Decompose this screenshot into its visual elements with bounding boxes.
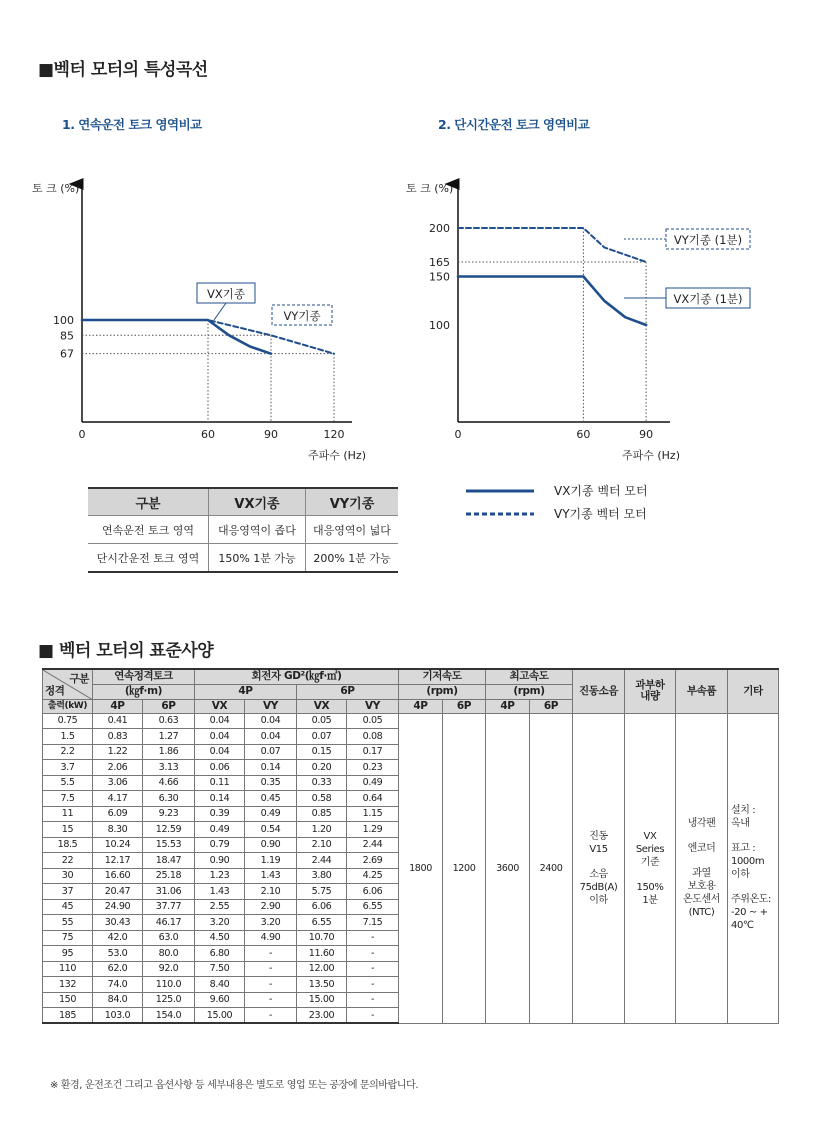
spec-value-cell: 1.29 [347, 822, 399, 838]
spec-value-cell: 18.47 [143, 853, 195, 869]
spec-value-cell: 1.19 [245, 853, 297, 869]
spec-value-cell: 0.05 [297, 713, 347, 729]
cmp-cell: 대응영역이 넓다 [306, 516, 399, 544]
spec-value-cell: 80.0 [143, 946, 195, 962]
spec-header-output: 출력(kW) [43, 699, 93, 713]
spec-value-cell: 0.17 [347, 744, 399, 760]
spec-value-cell: 23.00 [297, 1008, 347, 1024]
spec-value-cell: 11.60 [297, 946, 347, 962]
spec-header-gd-6p: 6P [297, 684, 399, 699]
spec-value-cell: 0.49 [347, 775, 399, 791]
spec-value-cell: 30.43 [93, 915, 143, 931]
spec-value-cell: 4.17 [93, 791, 143, 807]
spec-value-cell: - [347, 1008, 399, 1024]
spec-value-cell: 8.30 [93, 822, 143, 838]
spec-value-cell: 1.20 [297, 822, 347, 838]
spec-value-cell: 7.50 [195, 961, 245, 977]
spec-value-cell: 154.0 [143, 1008, 195, 1024]
spec-value-cell: 0.45 [245, 791, 297, 807]
spec-value-cell: - [245, 946, 297, 962]
spec-value-cell: 8.40 [195, 977, 245, 993]
spec-value-cell: 0.33 [297, 775, 347, 791]
spec-header-etc: 기타 [728, 669, 779, 713]
spec-output-cell: 45 [43, 899, 93, 915]
spec-output-cell: 3.7 [43, 760, 93, 776]
spec-accessories-line: (NTC) [688, 907, 715, 918]
spec-accessories-line: 과열 [692, 868, 711, 879]
spec-value-cell: 0.90 [195, 853, 245, 869]
comparison-header-row [88, 488, 398, 516]
spec-output-cell: 2.2 [43, 744, 93, 760]
cmp-cell: 대응영역이 좁다 [209, 516, 306, 544]
spec-value-cell: 0.90 [245, 837, 297, 853]
spec-value-cell: 0.15 [297, 744, 347, 760]
spec-value-cell: 42.0 [93, 930, 143, 946]
spec-value-cell: 7.15 [347, 915, 399, 931]
spec-table [42, 668, 779, 1024]
spec-overload [625, 713, 676, 1023]
spec-output-cell: 0.75 [43, 713, 93, 729]
spec-header-gd-4p: 4P [195, 684, 297, 699]
cmp-header-vx: VX기종 [209, 488, 306, 516]
spec-header-over1: 과부하 [635, 679, 665, 692]
spec-vibration-line: V15 [589, 843, 608, 855]
spec-overload-line: Series [635, 843, 665, 855]
spec-value-cell: 12.59 [143, 822, 195, 838]
spec-value-cell: - [245, 977, 297, 993]
spec-header-max: 최고속도 [486, 669, 573, 684]
chart2-ylabel: 토 크 (%) [406, 182, 454, 195]
spec-value-cell: 6.09 [93, 806, 143, 822]
spec-value-cell: 0.11 [195, 775, 245, 791]
c2-series-vy-line [458, 228, 646, 262]
spec-value-cell: 10.70 [297, 930, 347, 946]
chart1-vx-leader [214, 303, 226, 320]
spec-base-4p: 1800 [399, 713, 443, 1023]
spec-value-cell: 0.83 [93, 729, 143, 745]
spec-value-cell: 63.0 [143, 930, 195, 946]
spec-output-cell: 110 [43, 961, 93, 977]
spec-value-cell: - [347, 977, 399, 993]
spec-header-torque-4p: 4P [93, 699, 143, 713]
spec-value-cell: 25.18 [143, 868, 195, 884]
spec-value-cell: 0.79 [195, 837, 245, 853]
spec-value-cell: - [245, 992, 297, 1008]
spec-value-cell: 6.80 [195, 946, 245, 962]
spec-accessories-line: 냉각팬 [687, 818, 716, 829]
spec-overload-line: 150% [636, 881, 664, 893]
spec-header-acc: 부속품 [676, 669, 728, 713]
spec-etc-line: -20 ~ + [731, 907, 768, 918]
spec-etc-line: 1000m [731, 856, 765, 867]
spec-value-cell: 15.00 [195, 1008, 245, 1024]
chart1-ylabel: 토 크 (%) [32, 182, 80, 195]
chart2-vy-label [666, 229, 750, 249]
spec-value-cell: 0.04 [195, 713, 245, 729]
chart1-gridlines [82, 320, 334, 422]
spec-value-cell: - [347, 930, 399, 946]
spec-accessories-line: 보호용 [687, 881, 716, 892]
chart2-xlabel: 주파수 (Hz) [622, 449, 681, 462]
table-row [88, 516, 398, 544]
spec-etc-line: 주위온도: [731, 894, 772, 905]
spec-output-cell: 18.5 [43, 837, 93, 853]
cmp-cell: 150% 1분 가능 [209, 544, 306, 573]
spec-header-base-6p: 6P [443, 699, 486, 713]
spec-value-cell: 84.0 [93, 992, 143, 1008]
spec-output-cell: 22 [43, 853, 93, 869]
spec-value-cell: 0.49 [245, 806, 297, 822]
spec-value-cell: 31.06 [143, 884, 195, 900]
c2-y-tick-label: 150 [429, 270, 450, 284]
spec-value-cell: 3.20 [245, 915, 297, 931]
spec-value-cell: 5.75 [297, 884, 347, 900]
spec-value-cell: 6.55 [297, 915, 347, 931]
spec-value-cell: 2.06 [93, 760, 143, 776]
c2-y-tick-label: 165 [429, 255, 450, 269]
spec-etc-line: 설치 : [731, 805, 756, 816]
spec-value-cell: 6.30 [143, 791, 195, 807]
spec-header-base-unit: (rpm) [399, 684, 486, 699]
spec-output-cell: 1.5 [43, 729, 93, 745]
spec-accessories-line: 엔코더 [687, 843, 716, 854]
footnote: ※ 환경, 운전조건 그리고 옵션사항 등 세부내용은 별도로 영업 또는 공장에 문의바랍니다. [50, 1080, 419, 1091]
spec-value-cell: 0.05 [347, 713, 399, 729]
c1-x-tick-label: 60 [201, 428, 215, 441]
spec-etc-line [731, 881, 778, 893]
spec-value-cell: 4.66 [143, 775, 195, 791]
spec-output-cell: 55 [43, 915, 93, 931]
c2-x-tick-label: 0 [454, 428, 462, 441]
chart1-vy-label-text: VY기종 [283, 309, 321, 323]
spec-value-cell: 125.0 [143, 992, 195, 1008]
spec-value-cell: 1.15 [347, 806, 399, 822]
spec-max-4p: 3600 [486, 713, 530, 1023]
spec-value-cell: 1.43 [195, 884, 245, 900]
spec-output-cell: 75 [43, 930, 93, 946]
spec-value-cell: 3.06 [93, 775, 143, 791]
spec-value-cell: 0.04 [245, 713, 297, 729]
c1-y-tick-label: 67 [60, 347, 74, 361]
c2-y-tick-label: 200 [429, 222, 450, 235]
spec-output-cell: 30 [43, 868, 93, 884]
spec-header-torque-label: 연속정격토크 [114, 670, 173, 683]
comparison-table [88, 487, 398, 573]
spec-output-cell: 7.5 [43, 791, 93, 807]
spec-output-cell: 185 [43, 1008, 93, 1024]
spec-value-cell: 2.90 [245, 899, 297, 915]
spec-value-cell: 20.47 [93, 884, 143, 900]
c2-series-vx-line [458, 277, 646, 326]
spec-value-cell: 2.44 [347, 837, 399, 853]
spec-header-max-4p: 4P [486, 699, 530, 713]
spec-max-6p: 2400 [530, 713, 573, 1023]
spec-output-cell: 95 [43, 946, 93, 962]
spec-value-cell: - [347, 961, 399, 977]
spec-overload-line: 1분 [642, 894, 658, 906]
spec-vibration-line [573, 856, 624, 868]
spec-value-cell: 15.53 [143, 837, 195, 853]
spec-value-cell: 2.55 [195, 899, 245, 915]
c2-x-tick-label: 90 [639, 428, 654, 441]
spec-header-gd4-vx: VX [195, 699, 245, 713]
c1-series-vx-line [82, 320, 271, 354]
spec-value-cell: 0.14 [195, 791, 245, 807]
section-title-spec: ■ 벡터 모터의 표준사양 [38, 641, 214, 661]
chart2-short-time-torque [400, 160, 800, 470]
spec-value-cell: 4.90 [245, 930, 297, 946]
spec-value-cell: 3.80 [297, 868, 347, 884]
spec-value-cell: - [347, 946, 399, 962]
spec-value-cell: 0.64 [347, 791, 399, 807]
cmp-cell: 200% 1분 가능 [306, 544, 399, 573]
spec-accessories-line: 온도센서 [682, 894, 721, 905]
c2-y-tick-label: 100 [429, 319, 450, 332]
spec-value-cell: 1.22 [93, 744, 143, 760]
spec-value-cell: 9.23 [143, 806, 195, 822]
spec-vibration [573, 713, 625, 1023]
spec-value-cell: 1.43 [245, 868, 297, 884]
spec-vibration-line: 진동 [589, 830, 608, 842]
chart-legend [462, 478, 682, 526]
spec-header-base-4p: 4P [399, 699, 443, 713]
spec-value-cell: 6.06 [297, 899, 347, 915]
spec-header-over [625, 669, 676, 713]
spec-accessories-line [676, 830, 727, 842]
chart2-vy-label-text: VY기종 (1분) [673, 233, 743, 247]
c1-y-tick-label: 100 [53, 314, 74, 327]
spec-header-over2: 내량 [640, 690, 660, 703]
spec-value-cell: 62.0 [93, 961, 143, 977]
spec-value-cell: 37.77 [143, 899, 195, 915]
spec-accessories [676, 713, 728, 1023]
c1-x-tick-label: 120 [323, 428, 345, 441]
spec-value-cell: - [347, 992, 399, 1008]
spec-value-cell: 12.00 [297, 961, 347, 977]
chart1-xlabel: 주파수 (Hz) [308, 449, 367, 462]
spec-value-cell: - [245, 961, 297, 977]
c1-x-tick-label: 90 [264, 428, 278, 441]
spec-value-cell: 0.39 [195, 806, 245, 822]
spec-value-cell: 0.58 [297, 791, 347, 807]
spec-value-cell: 53.0 [93, 946, 143, 962]
spec-value-cell: 3.20 [195, 915, 245, 931]
spec-accessories-line [676, 855, 727, 867]
spec-value-cell: 0.54 [245, 822, 297, 838]
spec-etc-line: 이하 [731, 869, 750, 880]
spec-value-cell: 103.0 [93, 1008, 143, 1024]
spec-value-cell: 0.85 [297, 806, 347, 822]
spec-output-cell: 5.5 [43, 775, 93, 791]
spec-value-cell: 1.27 [143, 729, 195, 745]
spec-etc-line: 표고 : [731, 843, 756, 854]
spec-header-max-6p: 6P [530, 699, 573, 713]
spec-header-gd6-vy: VY [347, 699, 399, 713]
spec-value-cell: 0.20 [297, 760, 347, 776]
table-row [43, 713, 779, 729]
spec-etc-line: 40℃ [731, 920, 754, 931]
chart2-vx-label-text: VX기종 (1분) [673, 292, 743, 306]
spec-header-gd4-vy: VY [245, 699, 297, 713]
spec-header-gd: 회전자 GD²(㎏f·㎡) [195, 669, 399, 684]
spec-value-cell: 2.10 [245, 884, 297, 900]
c2-x-tick-label: 60 [576, 428, 591, 441]
spec-header-gubun: 구분 [69, 673, 89, 685]
spec-vibration-line: 이하 [589, 894, 608, 906]
spec-overload-line: 기준 [640, 856, 660, 868]
spec-header-gd6-vx: VX [297, 699, 347, 713]
spec-output-cell: 15 [43, 822, 93, 838]
cmp-cell: 단시간운전 토크 영역 [88, 544, 209, 573]
spec-value-cell: 0.63 [143, 713, 195, 729]
spec-value-cell: 0.04 [195, 744, 245, 760]
spec-value-cell: 74.0 [93, 977, 143, 993]
spec-value-cell: 13.50 [297, 977, 347, 993]
spec-value-cell: 110.0 [143, 977, 195, 993]
chart2-gridlines [458, 228, 646, 422]
spec-overload-line: VX [643, 830, 657, 842]
spec-vibration-line: 75dB(A) [579, 881, 618, 893]
spec-value-cell: 0.14 [245, 760, 297, 776]
spec-overload-line [625, 869, 675, 881]
spec-etc-line: 옥내 [731, 818, 750, 829]
spec-vibration-line: 소음 [589, 868, 608, 880]
spec-header-corner [43, 669, 93, 699]
spec-etc-line [731, 830, 778, 842]
spec-value-cell: 16.60 [93, 868, 143, 884]
spec-value-cell: 0.08 [347, 729, 399, 745]
chart1-vx-label [197, 283, 255, 303]
spec-value-cell: 2.10 [297, 837, 347, 853]
spec-header-vib: 진동소음 [573, 669, 625, 713]
spec-value-cell: 4.25 [347, 868, 399, 884]
spec-header-base: 기저속도 [399, 669, 486, 684]
spec-value-cell: 92.0 [143, 961, 195, 977]
c1-x-tick-label: 0 [78, 428, 86, 441]
spec-header-rated: 정격 [45, 684, 65, 697]
spec-output-cell: 132 [43, 977, 93, 993]
chart2-title: 2. 단시간운전 토크 영역비교 [438, 117, 590, 132]
spec-value-cell: 6.55 [347, 899, 399, 915]
spec-value-cell: 3.13 [143, 760, 195, 776]
spec-base-6p: 1200 [443, 713, 486, 1023]
spec-value-cell: 6.06 [347, 884, 399, 900]
spec-header-torque-unit: (㎏f·m) [93, 684, 195, 699]
spec-value-cell: 0.35 [245, 775, 297, 791]
spec-value-cell: 10.24 [93, 837, 143, 853]
spec-value-cell: 0.41 [93, 713, 143, 729]
spec-value-cell: 2.44 [297, 853, 347, 869]
chart1-title: 1. 연속운전 토크 영역비교 [62, 117, 202, 132]
table-row [88, 544, 398, 573]
spec-value-cell: 0.07 [245, 744, 297, 760]
spec-output-cell: 11 [43, 806, 93, 822]
c1-y-tick-label: 85 [60, 329, 74, 343]
legend-vx-label: VX기종 벡터 모터 [554, 484, 648, 498]
spec-value-cell: 0.07 [297, 729, 347, 745]
chart1-continuous-torque [0, 160, 400, 470]
spec-value-cell: 4.50 [195, 930, 245, 946]
spec-value-cell: 1.86 [143, 744, 195, 760]
spec-output-cell: 150 [43, 992, 93, 1008]
spec-value-cell: 24.90 [93, 899, 143, 915]
spec-value-cell: 0.23 [347, 760, 399, 776]
cmp-header-gubun: 구분 [88, 488, 209, 516]
spec-value-cell: 0.49 [195, 822, 245, 838]
spec-etc [728, 713, 779, 1023]
spec-value-cell: 0.04 [195, 729, 245, 745]
cmp-header-vy: VY기종 [306, 488, 399, 516]
cmp-cell: 연속운전 토크 영역 [88, 516, 209, 544]
spec-output-cell: 37 [43, 884, 93, 900]
spec-value-cell: 0.04 [245, 729, 297, 745]
spec-value-cell: 0.06 [195, 760, 245, 776]
section-title-characteristics: ■벡터 모터의 특성곡선 [38, 60, 208, 80]
chart1-vx-label-text: VX기종 [207, 287, 245, 301]
spec-value-cell: 9.60 [195, 992, 245, 1008]
chart1-vy-label [272, 305, 332, 325]
spec-value-cell: 12.17 [93, 853, 143, 869]
spec-value-cell: 1.23 [195, 868, 245, 884]
spec-value-cell: 46.17 [143, 915, 195, 931]
spec-value-cell: - [245, 1008, 297, 1024]
chart2-vx-label [666, 288, 750, 308]
spec-header-torque [93, 669, 195, 684]
spec-value-cell: 15.00 [297, 992, 347, 1008]
legend-vy-label: VY기종 벡터 모터 [554, 507, 647, 521]
spec-header-max-unit: (rpm) [486, 684, 573, 699]
spec-header-torque-6p: 6P [143, 699, 195, 713]
spec-value-cell: 2.69 [347, 853, 399, 869]
